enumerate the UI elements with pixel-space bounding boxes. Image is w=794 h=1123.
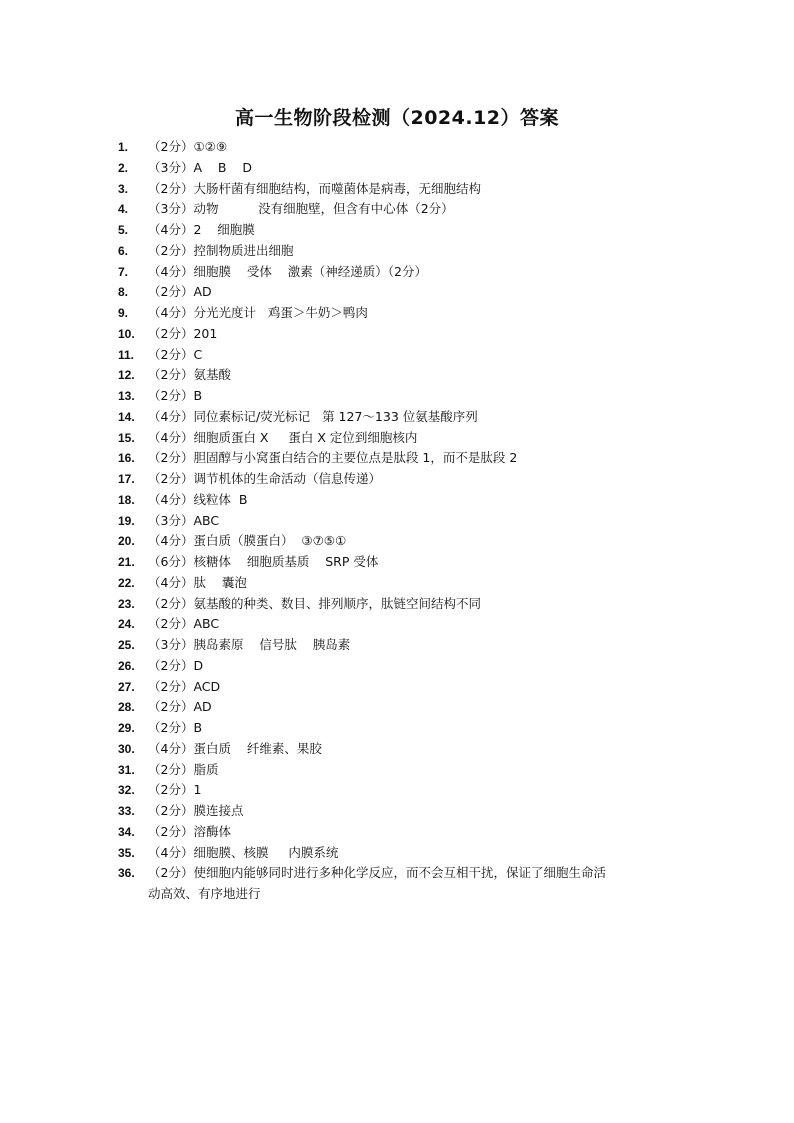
- answer-number: 26.: [118, 658, 135, 673]
- answer-item: [118, 718, 718, 739]
- answer-number: 29.: [118, 721, 135, 735]
- answer-number: 34.: [118, 824, 135, 839]
- answer-text: （4分）蛋白质 纤维素、果胶: [148, 740, 322, 756]
- answer-text: （2分）膜连接点: [148, 803, 244, 818]
- answer-text: （2分）氨基酸: [148, 367, 231, 383]
- answer-item: [118, 490, 718, 511]
- answer-number: 4.: [118, 202, 129, 217]
- answer-text: （2分）ABC: [148, 616, 220, 632]
- answer-text: （2分）AD: [148, 699, 212, 715]
- answer-number: 36.: [118, 866, 135, 881]
- answer-text: （2分）C: [148, 346, 203, 362]
- answer-text: （3分）ABC: [148, 512, 220, 528]
- answer-text: （2分）AD: [148, 284, 212, 300]
- answer-text: （2分）大肠杆菌有细胞结构，而噬菌体是病毒，无细胞结构: [148, 180, 481, 196]
- answer-item: [118, 511, 718, 532]
- answer-number: 2.: [118, 160, 129, 175]
- answer-number: 8.: [118, 285, 129, 300]
- answer-item: [118, 677, 718, 698]
- answer-text: （2分）B: [148, 388, 203, 403]
- answer-number: 21.: [118, 555, 135, 569]
- answer-item: [118, 656, 718, 677]
- answer-number: 27.: [118, 679, 135, 694]
- answer-text: （4分）细胞质蛋白 X 蛋白 X 定位到细胞核内: [148, 429, 418, 445]
- answer-item: [118, 760, 718, 781]
- answer-item: [118, 822, 718, 843]
- answer-number: 20.: [118, 534, 135, 549]
- answer-item: [118, 739, 718, 760]
- answer-item: [118, 241, 718, 262]
- answer-number: 24.: [118, 617, 135, 632]
- answer-item: [118, 179, 718, 200]
- answer-text: （6分）核糖体 细胞质基质 SRP 受体: [148, 554, 379, 569]
- answer-number: 6.: [118, 243, 129, 258]
- answer-item: [118, 199, 718, 220]
- answer-number: 31.: [118, 762, 135, 777]
- answer-item: [118, 448, 718, 469]
- answer-text: （4分）分光光度计 鸡蛋＞牛奶＞鸭肉: [148, 305, 368, 320]
- answer-text: （2分）脂质: [148, 761, 219, 777]
- answer-item: [118, 531, 718, 552]
- answer-number: 11.: [118, 347, 135, 362]
- answer-item: [118, 614, 718, 635]
- answer-item: [118, 863, 718, 884]
- answer-text: （3分）A B D: [148, 159, 252, 175]
- answer-number: 30.: [118, 741, 135, 756]
- answer-number: 9.: [118, 306, 129, 320]
- answer-item: [118, 552, 718, 573]
- answer-number: 19.: [118, 513, 135, 528]
- answer-item: [118, 282, 718, 303]
- answer-item: [118, 262, 718, 283]
- answer-number: 18.: [118, 492, 135, 507]
- answer-number: 16.: [118, 451, 135, 466]
- answer-text: （4分）肽 囊泡: [148, 574, 247, 590]
- answer-number: 5.: [118, 223, 129, 237]
- answer-text: （4分）线粒体 B: [148, 491, 248, 507]
- answer-text: （4分）蛋白质（膜蛋白） ③⑦⑤①: [148, 533, 347, 549]
- answer-item: [118, 407, 718, 428]
- answer-item: [118, 469, 718, 490]
- answer-item: [118, 220, 718, 241]
- answer-number: 33.: [118, 804, 135, 818]
- answer-item: [118, 697, 718, 718]
- answer-item: [118, 386, 718, 407]
- answer-text: （4分）同位素标记/荧光标记 第 127～133 位氨基酸序列: [148, 408, 478, 424]
- answer-text: （4分）细胞膜、核膜 内膜系统: [148, 844, 339, 860]
- answer-text: （3分）胰岛素原 信号肽 胰岛素: [148, 637, 351, 652]
- answer-number: 14.: [118, 409, 135, 424]
- answer-number: 35.: [118, 845, 135, 860]
- answer-text: （3分）动物 没有细胞壁，但含有中心体（2分）: [148, 201, 454, 217]
- answer-item: [118, 428, 718, 449]
- answer-text: （2分）B: [148, 720, 203, 735]
- answer-text: （4分）细胞膜 受体 激素（神经递质）（2分）: [148, 263, 427, 279]
- answer-text: （2分）调节机体的生命活动（信息传递）: [148, 471, 381, 486]
- answer-number: 23.: [118, 596, 135, 611]
- answer-item: [118, 843, 718, 864]
- answer-item: [118, 345, 718, 366]
- answer-number: 25.: [118, 638, 135, 652]
- answer-item: [118, 303, 718, 324]
- answer-text: （2分）控制物质进出细胞: [148, 242, 294, 258]
- answer-number: 12.: [118, 368, 135, 383]
- answer-number: 13.: [118, 389, 135, 403]
- answer-text: （2分）ACD: [148, 678, 221, 694]
- answer-text: （2分）①②⑨: [148, 139, 228, 154]
- answer-item: [118, 137, 718, 158]
- answer-number: 22.: [118, 575, 135, 590]
- answer-text: （2分）氨基酸的种类、数目、排列顺序，肽链空间结构不同: [148, 595, 481, 611]
- answer-text-continuation: 动高效、有序地进行: [148, 886, 261, 901]
- answer-text: （4分）2 细胞膜: [148, 222, 255, 237]
- page-title: 高一生物阶段检测（2024.12）答案: [234, 107, 560, 129]
- answer-item: [118, 324, 718, 345]
- answer-text: （2分）D: [148, 657, 204, 673]
- answer-number: 32.: [118, 783, 135, 798]
- answer-text: （2分）201: [148, 325, 218, 341]
- answer-item: [118, 594, 718, 615]
- answer-text: （2分）溶酶体: [148, 823, 231, 839]
- answer-text: （2分）胆固醇与小窝蛋白结合的主要位点是肽段 1，而不是肽段 2: [148, 450, 518, 466]
- answer-list: [118, 137, 718, 905]
- answer-text: （2分）使细胞内能够同时进行多种化学反应，而不会互相干扰，保证了细胞生命活: [148, 865, 606, 881]
- answer-number: 28.: [118, 700, 135, 715]
- answer-number: 10.: [118, 326, 135, 341]
- answer-number: 17.: [118, 472, 135, 486]
- answer-number: 1.: [118, 140, 129, 154]
- answer-item: [118, 635, 718, 656]
- answer-item: [118, 158, 718, 179]
- answer-number: 3.: [118, 181, 129, 196]
- answer-text: （2分）1: [148, 782, 202, 798]
- answer-item: [118, 573, 718, 594]
- answer-number: 7.: [118, 264, 129, 279]
- answer-item: [118, 365, 718, 386]
- answer-item: [118, 780, 718, 801]
- answer-number: 15.: [118, 430, 135, 445]
- answer-item: [118, 801, 718, 822]
